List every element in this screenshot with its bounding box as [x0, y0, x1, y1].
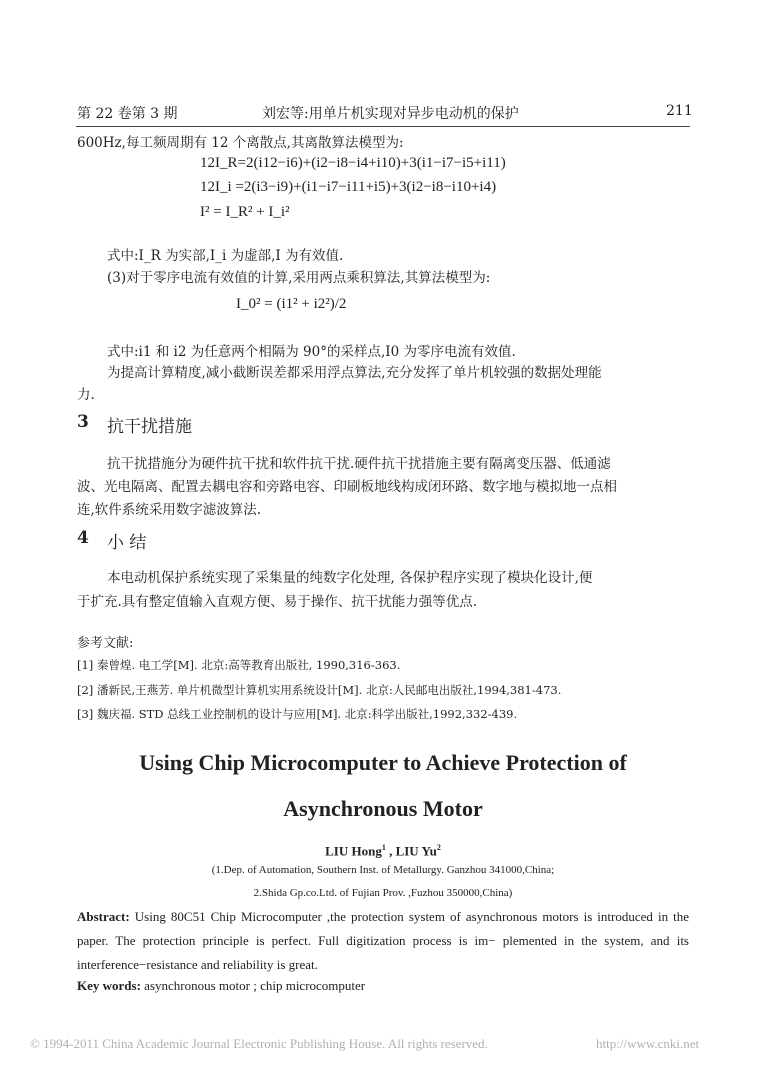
keywords: [77, 978, 365, 994]
abstract: [77, 905, 689, 977]
section-3-line-2: 波、光电隔离、配置去耦电容和旁路电容、印刷板地线构成闭环路、数字地与模拟地一点相: [77, 479, 617, 495]
section-3-line-3: 连,软件系统采用数字滤波算法.: [77, 502, 262, 518]
formula-real: 12I_R=2(i12−i6)+(i2−i8−i4+i10)+3(i1−i7−i5+i11): [200, 155, 506, 171]
section-4-line-2: 于扩充.具有整定值输入直观方便、易于操作、抗干扰能力强等优点.: [77, 594, 478, 610]
formula-magnitude: I² = I_R² + I_i²: [200, 204, 290, 220]
author-1-affil-mark: 1: [381, 843, 386, 852]
where-line-2: 式中:i1 和 i2 为任意两个相隔为 90°的采样点,I0 为零序电流有效值.: [107, 344, 516, 360]
section-3-number: 3: [77, 412, 89, 432]
precision-line-2: 力.: [77, 387, 95, 403]
author-1: LIU Hong: [325, 843, 382, 859]
section-4-line-1: 本电动机保护系统实现了采集量的纯数字化处理, 各保护程序实现了模块化设计,便: [107, 570, 593, 586]
abstract-text: Using 80C51 Chip Microcomputer ,the protection system of asynchronous motors is introduced in the paper. The protection principle is perfect. Full digitization process is im− plemented in the system, and its interference−resistance and reliability is great.: [77, 909, 690, 972]
author-2-affil-mark: 2: [436, 843, 441, 852]
section-3-title: 抗干扰措施: [107, 417, 192, 437]
section-3-line-1: 抗干扰措施分为硬件抗干扰和软件抗干扰.硬件抗干扰措施主要有隔离变压器、低通滤: [107, 456, 611, 472]
authors: [0, 843, 766, 859]
running-header-left: 第 22 卷第 3 期: [77, 106, 178, 122]
running-header-title: 刘宏等:用单片机实现对异步电动机的保护: [262, 106, 519, 122]
keywords-label: Key words:: [77, 978, 141, 993]
english-title-line-2: Asynchronous Motor: [283, 796, 483, 821]
reference-item: [2] 潘新民,王燕芳. 单片机微型计算机实用系统设计[M]. 北京:人民邮电出版社,1994,381-473.: [77, 683, 562, 697]
formula-imag: 12I_i =2(i3−i9)+(i1−i7−i11+i5)+3(i2−i8−i10+i4): [200, 179, 497, 195]
affiliation-1: (1.Dep. of Automation, Southern Inst. of Metallurgy. Ganzhou 341000,China;: [211, 864, 555, 876]
copyright-notice: © 1994-2011 China Academic Journal Electronic Publishing House. All rights reserved.: [30, 1036, 488, 1051]
formula-zero-seq: I_0² = (i1² + i2²)/2: [236, 296, 347, 312]
references-heading: 参考文献:: [77, 636, 134, 651]
keywords-text: asynchronous motor ; chip microcomputer: [144, 978, 366, 993]
page-number: 211: [666, 103, 693, 119]
author-2: , LIU Yu: [385, 843, 437, 859]
english-title-line-1: Using Chip Microcomputer to Achieve Protection of: [139, 750, 627, 775]
header-rule: [76, 126, 690, 127]
abstract-label: Abstract:: [77, 909, 130, 924]
item-3: (3)对于零序电流有效值的计算,采用两点乘积算法,其算法模型为:: [107, 270, 491, 286]
footer-url: http://www.cnki.net: [596, 1036, 700, 1051]
affiliation-2: 2.Shida Gp.co.Ltd. of Fujian Prov. ,Fuzhou 350000,China): [253, 887, 513, 899]
where-line-1: 式中:I_R 为实部,I_i 为虚部,I 为有效值.: [107, 248, 344, 264]
section-4-number: 4: [77, 528, 89, 548]
intro-line: 600Hz,每工频周期有 12 个离散点,其离散算法模型为:: [77, 135, 404, 151]
precision-line-1: 为提高计算精度,减小截断误差都采用浮点算法,充分发挥了单片机较强的数据处理能: [107, 365, 602, 381]
reference-item: [3] 魏庆福. STD 总线工业控制机的设计与应用[M]. 北京:科学出版社,1992,332-439.: [77, 707, 518, 721]
section-4-title: 小 结: [107, 533, 147, 553]
reference-item: [1] 秦曾煌. 电工学[M]. 北京:高等教育出版社, 1990,316-363.: [77, 658, 401, 672]
